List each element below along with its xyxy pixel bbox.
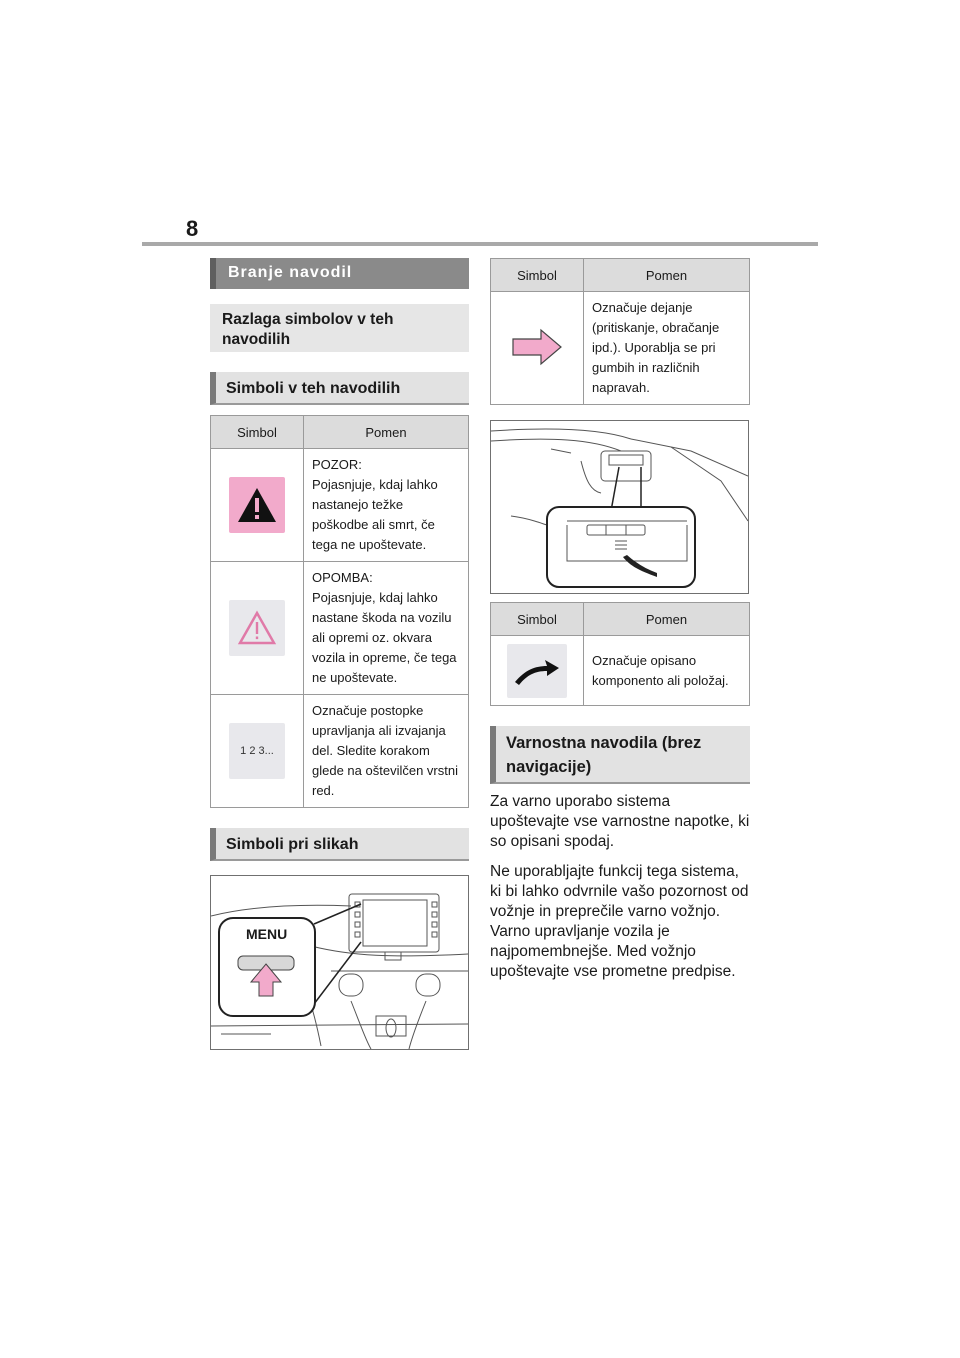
table-header-row xyxy=(491,603,750,636)
symbols-heading: Simboli v teh navodilih xyxy=(210,372,469,405)
safety-paragraph: Ne uporabljajte funkcij tega sistema, ki bi lahko odvrnile vašo pozornost od vožnje in preprečile varno vožnjo. Varno upravljanje vozila je najpomembnejše. Med vožnjo upoštevajte vse prometne predpise. xyxy=(490,863,749,980)
column-header-meaning: Pomen xyxy=(584,259,750,292)
location-symbol-table xyxy=(490,602,750,706)
steps-icon-text: 1 2 3... xyxy=(240,745,274,757)
overhead-console-figure xyxy=(490,420,749,594)
column-header-symbol: Simbol xyxy=(491,603,584,636)
column-header-symbol: Simbol xyxy=(211,416,304,449)
table-row xyxy=(211,562,469,695)
table-row xyxy=(211,449,469,562)
column-header-meaning: Pomen xyxy=(304,416,469,449)
notice-outline-icon xyxy=(229,600,285,656)
meaning-label: POZOR: xyxy=(312,457,362,472)
warning-filled-icon xyxy=(229,477,285,533)
overhead-console-illustration xyxy=(491,421,748,593)
column-header-meaning: Pomen xyxy=(584,603,750,636)
meaning-text: Pojasnjuje, kdaj lahko nastanejo težke poškodbe ali smrt, če tega ne upoštevate. xyxy=(312,477,438,552)
table-row xyxy=(211,695,469,808)
right-column xyxy=(490,258,750,992)
table-header-row xyxy=(211,416,469,449)
table-row xyxy=(491,292,750,405)
action-symbol-table xyxy=(490,258,750,405)
subsection-title: Razlaga simbolov v teh navodilih xyxy=(210,304,469,352)
column-header-symbol: Simbol xyxy=(491,259,584,292)
table-row xyxy=(491,636,750,706)
table-header-row xyxy=(491,259,750,292)
menu-button-label: MENU xyxy=(246,926,288,942)
symbols-table xyxy=(210,415,469,808)
page-number: 8 xyxy=(186,216,199,241)
meaning-label: OPOMBA: xyxy=(312,570,373,585)
dashboard-illustration xyxy=(211,876,468,1049)
safety-paragraph: Za varno uporabo sistema upoštevajte vse varnostne napotke, ki so opisani spodaj. xyxy=(490,793,750,850)
left-column xyxy=(210,258,469,1050)
section-title: Branje navodil xyxy=(210,258,469,289)
meaning-text: Označuje postopke upravljanja ali izvajanja del. Sledite korakom glede na oštevilčen vrstni red. xyxy=(312,703,458,798)
location-arrow-icon xyxy=(507,644,567,698)
meaning-text: Pojasnjuje, kdaj lahko nastane škoda na vozilu ali opremi oz. okvara vozila in opreme, če tega ne upoštevate. xyxy=(312,590,457,685)
header-rule xyxy=(142,242,818,246)
action-arrow-icon xyxy=(492,328,582,369)
steps-icon xyxy=(229,723,285,779)
dashboard-figure xyxy=(210,875,469,1050)
safety-heading: Varnostna navodila (brez navigacije) xyxy=(490,726,750,784)
meaning-text: Označuje opisano komponento ali položaj. xyxy=(584,636,750,706)
meaning-text: Označuje dejanje (pritiskanje, obračanje ipd.). Uporablja se pri gumbih in različnih napravah. xyxy=(584,292,750,405)
figures-heading: Simboli pri slikah xyxy=(210,828,469,861)
